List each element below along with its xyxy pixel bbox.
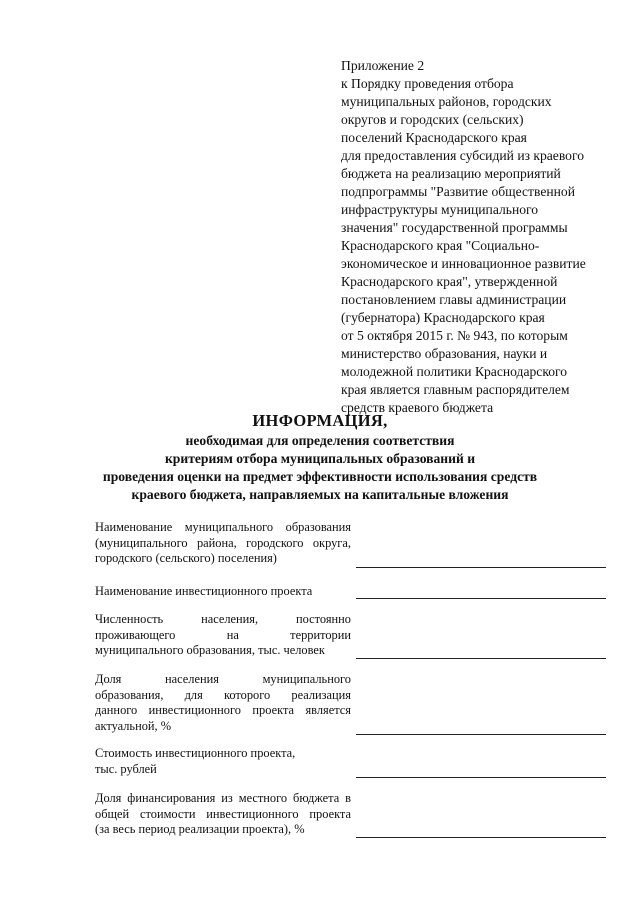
- field-local-budget-share-label: [95, 791, 351, 838]
- field-project-name-label: [95, 584, 351, 600]
- field-label-line: образования, для которого реализация: [95, 687, 351, 702]
- document-subtitle-line: критериям отбора муниципальных образований и: [164, 451, 476, 466]
- field-label-line: Наименование инвестиционного проекта: [95, 584, 313, 598]
- appendix-line: постановлением главы администрации: [341, 292, 567, 307]
- appendix-line: края является главным распорядителем: [341, 382, 570, 397]
- appendix-line: Приложение 2: [341, 58, 425, 73]
- appendix-line: Краснодарского края "Социально-: [341, 238, 540, 253]
- field-municipality-name-label: [95, 520, 351, 567]
- appendix-line: муниципальных районов, городских: [341, 94, 552, 109]
- field-project-name-blank[interactable]: [356, 598, 606, 599]
- field-label-line: (муниципального района, городского округа,: [95, 535, 351, 550]
- document-subtitle-line: проведения оценки на предмет эффективности использования средств: [102, 469, 538, 484]
- appendix-block: [341, 57, 621, 417]
- field-label-line: данного инвестиционного проекта является: [95, 703, 351, 717]
- field-population-share-label: [95, 672, 351, 734]
- appendix-line: к Порядку проведения отбора: [341, 76, 514, 91]
- appendix-line: средств краевого бюджета: [341, 400, 494, 415]
- field-municipality-name-blank[interactable]: [356, 567, 606, 568]
- appendix-line: экономическое и инновационное развитие: [341, 256, 586, 271]
- appendix-line: округов и городских (сельских): [341, 112, 524, 127]
- field-local-budget-share-blank[interactable]: [356, 837, 606, 838]
- appendix-line: инфраструктуры муниципального: [341, 202, 539, 217]
- field-project-cost-blank[interactable]: [356, 777, 606, 778]
- appendix-line: Краснодарского края", утвержденной: [341, 274, 558, 289]
- field-label-line: муниципального образования, тыс. человек: [95, 643, 325, 657]
- field-label-line: (за весь период реализации проекта), %: [95, 822, 305, 836]
- document-title: ИНФОРМАЦИЯ,: [252, 411, 388, 430]
- appendix-line: подпрограммы "Развитие общественной: [341, 184, 575, 199]
- appendix-line: от 5 октября 2015 г. № 943, по которым: [341, 328, 568, 343]
- appendix-line: значения" государственной программы: [341, 220, 568, 235]
- field-label-line: Доля финансирования из местного бюджета в: [95, 791, 351, 805]
- field-label-line: тыс. рублей: [95, 761, 157, 776]
- appendix-line: (губернатора) Краснодарского края: [341, 310, 545, 325]
- field-project-cost-label: [95, 746, 351, 777]
- appendix-line: поселений Краснодарского края: [341, 130, 527, 145]
- field-label-line: актуальной, %: [95, 718, 172, 733]
- field-population-blank[interactable]: [356, 658, 606, 659]
- field-population-share-blank[interactable]: [356, 734, 606, 735]
- field-label-line: Наименование муниципального образования: [95, 520, 351, 534]
- appendix-line: молодежной политики Краснодарского: [341, 364, 568, 379]
- document-subtitle-line: краевого бюджета, направляемых на капитальные вложения: [131, 487, 509, 502]
- field-label-line: Доля населения муниципального: [95, 672, 351, 686]
- field-label-line: Стоимость инвестиционного проекта,: [95, 746, 296, 760]
- appendix-line: бюджета на реализацию мероприятий: [341, 166, 561, 181]
- appendix-line: министерство образования, науки и: [341, 346, 548, 361]
- document-subtitle-line: необходимая для определения соответствия: [185, 433, 455, 448]
- document-heading: [60, 410, 580, 504]
- field-label-line: городского (сельского) поселения): [95, 551, 277, 565]
- field-label-line: проживающего на территории: [95, 627, 351, 642]
- field-population-label: [95, 612, 351, 659]
- field-label-line: Численность населения, постоянно: [95, 612, 351, 626]
- appendix-line: для предоставления субсидий из краевого: [341, 148, 584, 163]
- field-label-line: общей стоимости инвестиционного проекта: [95, 806, 351, 821]
